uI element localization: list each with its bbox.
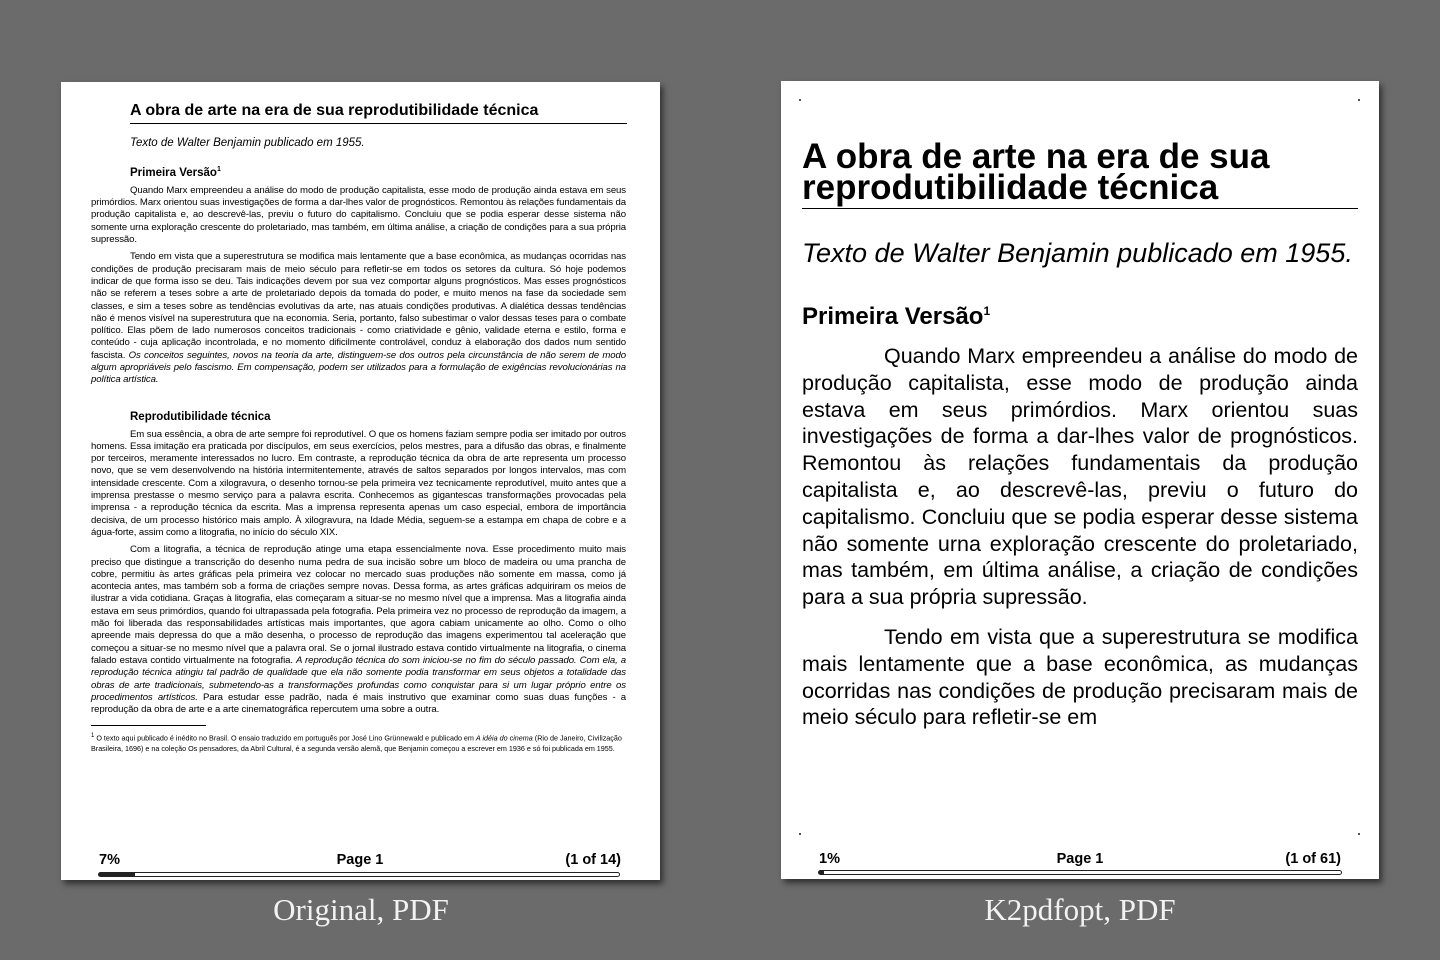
reader-status-bar (819, 851, 1341, 871)
original-pdf-page (61, 82, 660, 880)
progress-percent: 7% (99, 852, 120, 868)
paragraph-italic-text: Os conceitos seguintes, novos na teoria da arte, distinguem-se dos outros pela circunstância de não serem de modo algum apropriáveis pelo fascismo. Em compensação, podem ser utilizados para a formulação de exigências revolucionárias na política artística. (91, 349, 626, 386)
paragraph-text: Tendo em vista que a superestrutura se modifica mais lentamente que a base econômica, as mudanças ocorridas nas condições de produção precisaram mais de meio século para refletir-se em (802, 624, 1358, 730)
heading-text: Primeira Versão (802, 303, 984, 330)
footnote-italic-text: A idéia do cinema (475, 733, 533, 743)
paragraph (802, 624, 1358, 731)
paragraph (91, 544, 626, 716)
paragraph (802, 343, 1358, 611)
footnote-text: O texto aqui publicado é inédito no Brasil. O ensaio traduzido em português por José Lino Grünnewald e publicado em (96, 733, 474, 743)
document-title: A obra de arte na era de sua reprodutibilidade técnica (802, 141, 1358, 209)
paragraph-text: Quando Marx empreendeu a análise do modo de produção capitalista, esse modo de produção ainda estava em seus primórdios. Marx orientou suas investigações de forma a dar-lhes valor de prognósticos. Remontou às relações fundamentais da produção capitalista e, ao descrevê-las, previu o futuro do capitalismo. Concluiu que se podia esperar desse sistema não somente urna exploração crescente do proletariado, mas também, em última análise, a criação de condições para a sua própria supressão. (802, 344, 1358, 610)
section-heading-reproducibility: Reprodutibilidade técnica (130, 410, 271, 423)
crop-mark (799, 99, 801, 101)
footnote-marker: 1 (983, 304, 991, 318)
k2pdfopt-caption: K2pdfopt, PDF (984, 892, 1176, 927)
document-subtitle: Texto de Walter Benjamin publicado em 1955. (130, 137, 365, 149)
paragraph-italic-text: A reprodução técnica do som iniciou-se no fim do século passado. Com ela, a reprodução técnica atingiu tal padrão de qualidade que ela não somente podia transformar em seus objetos a totalidade das obras de arte tradicionais, submetendo-as a transformações profundas como conquistar para si um lugar próprio entre os procedimentos artísticos. (91, 654, 626, 703)
paragraph-text: Em sua essência, a obra de arte sempre foi reprodutível. O que os homens faziam sempre podia ser imitado por outros homens. Essa imitação era praticada por discípulos, em seus exercícios, pelos mestres, para a difusão das obras, e finalmente por terceiros, meramente interessados no lucro. Em contraste, a reprodução técnica da obra de arte representa um processo novo, que se vem desenvolvendo na história intermitentemente, através de saltos separados por longos intervalos, mas com intensidade crescente. Com a xilogravura, o desenho tornou-se pela primeira vez tecnicamente reprodutível, muito antes que a imprensa prestasse o mesmo serviço para a palavra escrita. Conhecemos as gigantescas transformações provocadas pela imprensa - a reprodução técnica da escrita. Mas a imprensa representa apenas um caso especial, embora de importância decisiva, de um processo histórico mais amplo. À xilogravura, na Idade Média, seguem-se a estampa em chapa de cobre e a água-forte, assim como a litografia, no início do século XIX. (91, 428, 626, 538)
paragraph-text: Com a litografia, a técnica de reprodução atinge uma etapa essencialmente nova. Esse procedimento muito mais preciso que distingue a transcrição do desenho numa pedra de sua incisão sobre um bloco de madeira ou uma prancha de cobre, permitiu às artes gráficas pela primeira vez colocar no mercado suas produções não somente em massa, como já acontecia antes, mas também sob a forma de criações sempre novas. Dessa forma, as artes gráficas adquiriram os meios de ilustrar a vida cotidiana. Graças à litografia, elas começaram a situar-se no mesmo nível que a imprensa. Mas a litografia ainda estava em seus primórdios, quando foi ultrapassada pela fotografia. Pela primeira vez no processo de reprodução da imagem, a mão foi liberada das responsabilidades artísticas mais importantes, que agora cabiam unicamente ao olho. Como o olho apreende mais depressa do que a mão desenha, o processo de reprodução das imagens experimentou tal aceleração que começou a situar-se no mesmo nível que a palavra oral. Se o jornal ilustrado estava contido virtualmente na litografia, o cinema falado estava contido virtualmente na fotografia. (91, 544, 626, 666)
page-number: Page 1 (1056, 851, 1104, 867)
paragraph-text: Para estudar esse padrão, nada é mais instrutivo que examinar como suas duas funções - a reprodução da obra de arte e a arte cinematográfica repercutem uma sobre a outra. (91, 691, 626, 716)
original-page-content (91, 102, 627, 753)
heading-text: Primeira Versão (130, 166, 217, 179)
document-subtitle: Texto de Walter Benjamin publicado em 1955. (802, 238, 1353, 268)
crop-mark (1358, 833, 1360, 835)
reader-status-bar (99, 852, 621, 872)
paragraph (91, 429, 626, 540)
k2pdfopt-page-content (802, 137, 1358, 744)
paragraph-text: Tendo em vista que a superestrutura se modifica mais lentamente que a base econômica, as mudanças ocorridas nas condições de produção precisaram mais de meio século para refletir-se em todos os setores da cultura. Só hoje podemos indicar de que forma isso se deu. Tais indicações devem por sua vez comportar alguns prognósticos. Mas esses prognósticos não se referem a teses sobre a arte de proletariado depois da tomada do poder, e muito menos na fase da sociedade sem classes, e sim a teses sobre as tendências evolutivas da arte, nas atuais condições produtivas. A dialética dessas tendências não é menos visível na superestrutura que na economia. Seria, portanto, falso subestimar o valor dessas teses para o combate político. Elas põem de lado numerosos conceitos tradicionais - como criatividade e gênio, validade eterna e estilo, forma e conteúdo - cuja aplicação incontrolada, e no momento dificilmente controlável, conduz à elaboração dos dados num sentido fascista. (91, 251, 626, 361)
document-title: A obra de arte na era de sua reprodutibilidade técnica (130, 102, 627, 124)
progress-bar[interactable] (818, 870, 1342, 875)
footnote (91, 732, 626, 753)
progress-bar-fill (819, 871, 824, 874)
k2pdfopt-pdf-page (781, 81, 1379, 879)
page-count: (1 of 14) (565, 852, 621, 868)
footnote-text: (Rio de Janeiro, Civilização Brasileira, 1696) e na coleção Os pensadores, da Abril Cultural, é a segunda versão alemã, que Benjamin começou a escrever em 1936 e só foi publicada em 1955. (91, 733, 622, 753)
footnote-marker: 1 (216, 166, 221, 173)
footnote-number: 1 (91, 733, 95, 740)
crop-mark (1358, 99, 1360, 101)
crop-mark (799, 833, 801, 835)
paragraph-text: Quando Marx empreendeu a análise do modo de produção capitalista, esse modo de produção ainda estava em seus primórdios. Marx orientou suas investigações de forma a dar-lhes valor de prognósticos. Remontou às relações fundamentais da produção capitalista e, ao descrevê-las, previu o futuro do capitalismo. Concluiu que se podia esperar desse sistema não somente urna exploração crescente do proletariado, mas também, em última análise, a criação de condições para a sua própria supressão. (91, 184, 626, 246)
section-heading-first-version (130, 166, 627, 179)
page-count: (1 of 61) (1285, 851, 1341, 867)
paragraph (91, 185, 626, 246)
section-heading-first-version (802, 303, 1358, 331)
progress-bar-fill (99, 873, 135, 876)
progress-percent: 1% (819, 851, 840, 867)
footnote-divider (91, 725, 206, 726)
page-number: Page 1 (336, 852, 384, 868)
progress-bar[interactable] (98, 872, 620, 877)
original-caption: Original, PDF (273, 892, 449, 927)
paragraph (91, 251, 626, 386)
